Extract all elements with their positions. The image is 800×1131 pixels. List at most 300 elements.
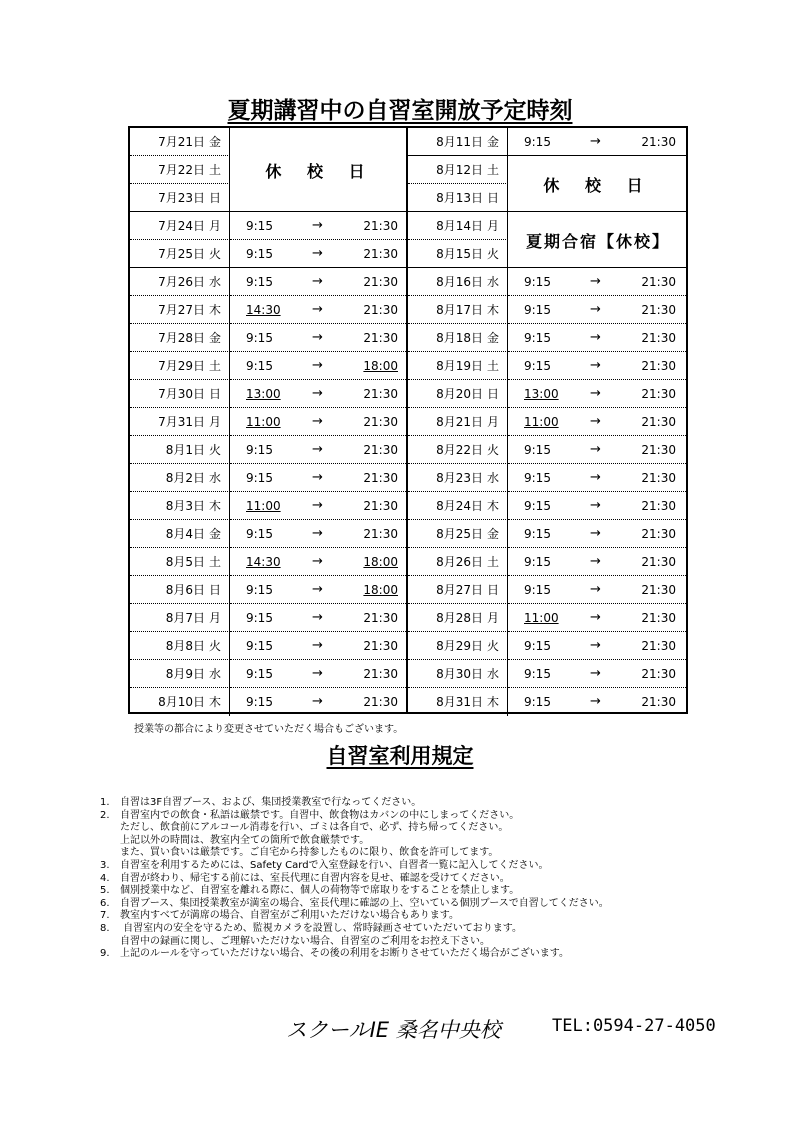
start-time: 9:15	[246, 667, 273, 681]
schedule-row	[408, 688, 688, 716]
date-cell	[130, 296, 230, 324]
rule-line	[100, 885, 740, 898]
weekday-text: 土	[486, 359, 499, 373]
date-cell	[408, 408, 508, 436]
start-time: 14:30	[246, 555, 281, 569]
schedule-row	[408, 380, 688, 408]
rule-number: 5.	[100, 885, 110, 897]
end-time: 21:30	[363, 275, 398, 289]
end-time: 21:30	[363, 331, 398, 345]
weekday-text: 火	[486, 443, 499, 457]
rule-number: 3.	[100, 859, 110, 871]
time-cell	[508, 576, 688, 604]
phone-number: TEL:0594-27-4050	[552, 1016, 716, 1036]
schedule-row	[130, 408, 410, 436]
start-time: 9:15	[246, 471, 273, 485]
rule-text: 自習室内での飲食・私語は厳禁です。自習中、飲食物はカバンの中にしまってください。	[120, 809, 520, 821]
arrow-icon: →	[590, 694, 601, 709]
arrow-icon: →	[312, 610, 323, 625]
end-time: 21:30	[363, 303, 398, 317]
arrow-icon: →	[312, 246, 323, 261]
weekday-text: 火	[208, 247, 221, 261]
end-time: 21:30	[363, 611, 398, 625]
time-cell	[230, 660, 410, 688]
schedule-row	[408, 548, 688, 576]
date-text: 8月27日	[436, 583, 483, 597]
date-cell	[408, 632, 508, 660]
weekday-text: 日	[486, 191, 499, 205]
time-cell	[230, 464, 410, 492]
weekday-text: 日	[486, 583, 499, 597]
time-cell	[230, 324, 410, 352]
rule-text: また、買い食いは厳禁です。ご自宅から持参したものに限り、飲食を許可してます。	[120, 847, 499, 859]
rule-text: 教室内すべてが満席の場合、自習室がご利用いただけない場合もあります。	[120, 910, 459, 922]
time-cell	[230, 604, 410, 632]
date-text: 7月29日	[158, 359, 205, 373]
end-time: 21:30	[641, 527, 676, 541]
rule-line	[100, 860, 740, 873]
arrow-icon: →	[312, 694, 323, 709]
arrow-icon: →	[590, 582, 601, 597]
date-text: 8月1日	[165, 443, 205, 457]
date-text: 8月7日	[165, 611, 205, 625]
time-cell	[508, 128, 688, 156]
closed-day-label: 休 校 日	[265, 161, 375, 181]
date-text: 8月22日	[436, 443, 483, 457]
date-text: 7月27日	[158, 303, 205, 317]
schedule-row	[130, 548, 410, 576]
date-text: 8月21日	[436, 415, 483, 429]
end-time: 21:30	[641, 303, 676, 317]
rule-text: ただし、飲食前にアルコール消毒を行い、ゴミは各自で、必ず、持ち帰ってください。	[120, 822, 509, 834]
date-text: 7月24日	[158, 219, 205, 233]
arrow-icon: →	[312, 666, 323, 681]
weekday-text: 月	[208, 611, 221, 625]
date-text: 8月4日	[165, 527, 205, 541]
schedule-row	[408, 492, 688, 520]
schedule-row	[130, 688, 410, 716]
start-time: 9:15	[246, 583, 273, 597]
rule-text: 上記以外の時間は、教室内全ての箇所で飲食厳禁です。	[120, 834, 370, 846]
start-time: 9:15	[524, 303, 551, 317]
rules-list	[100, 797, 740, 961]
time-cell	[230, 408, 410, 436]
date-text: 7月26日	[158, 275, 205, 289]
time-cell	[230, 212, 410, 240]
rule-line	[100, 810, 740, 823]
weekday-text: 火	[208, 639, 221, 653]
end-time: 21:30	[363, 695, 398, 709]
rule-text: 個別授業中など、自習室を離れる際に、個人の荷物等で席取りをすることを禁止します。	[120, 885, 520, 897]
arrow-icon: →	[590, 414, 601, 429]
time-cell	[508, 408, 688, 436]
arrow-icon: →	[590, 610, 601, 625]
schedule-row	[408, 268, 688, 296]
date-text: 8月25日	[436, 527, 483, 541]
weekday-text: 土	[486, 555, 499, 569]
time-cell	[508, 660, 688, 688]
schedule-row	[130, 464, 410, 492]
arrow-icon: →	[312, 358, 323, 373]
date-cell	[408, 520, 508, 548]
rule-line	[100, 835, 740, 848]
weekday-text: 火	[486, 639, 499, 653]
schedule-row	[130, 632, 410, 660]
schedule-row	[130, 520, 410, 548]
rule-line	[100, 898, 740, 911]
rule-text: 自習中の録画に関し、ご理解いただけない場合、自習室のご利用をお控え下さい。	[120, 935, 490, 947]
time-cell	[508, 520, 688, 548]
page-title: 夏期講習中の自習室開放予定時刻	[227, 98, 573, 124]
weekday-text: 水	[208, 667, 221, 681]
time-cell	[230, 296, 410, 324]
date-text: 8月12日	[436, 163, 483, 177]
arrow-icon: →	[590, 134, 601, 149]
date-text: 7月23日	[158, 191, 205, 205]
start-time: 9:15	[246, 527, 273, 541]
rule-number: 9.	[100, 948, 110, 960]
date-cell	[408, 436, 508, 464]
start-time: 9:15	[246, 247, 273, 261]
time-cell	[508, 688, 688, 716]
date-text: 8月16日	[436, 275, 483, 289]
date-cell	[130, 492, 230, 520]
weekday-text: 土	[208, 163, 221, 177]
time-cell	[508, 464, 688, 492]
end-time: 21:30	[641, 611, 676, 625]
start-time: 9:15	[246, 639, 273, 653]
date-cell	[130, 436, 230, 464]
rule-number: 2.	[100, 809, 110, 821]
start-time: 9:15	[246, 359, 273, 373]
rule-number: 1.	[100, 797, 110, 808]
rule-number: 4.	[100, 872, 110, 884]
arrow-icon: →	[312, 498, 323, 513]
date-text: 8月17日	[436, 303, 483, 317]
date-cell	[408, 660, 508, 688]
rule-line	[100, 873, 740, 886]
arrow-icon: →	[590, 274, 601, 289]
time-cell	[508, 296, 688, 324]
date-text: 8月30日	[436, 667, 483, 681]
end-time: 21:30	[363, 415, 398, 429]
summer-camp-label: 夏期合宿【休校】	[525, 231, 670, 251]
start-time: 9:15	[246, 275, 273, 289]
date-cell	[408, 604, 508, 632]
end-time: 21:30	[363, 387, 398, 401]
weekday-text: 水	[486, 275, 499, 289]
school-name: スクールIE 桑名中央校	[286, 1018, 501, 1042]
weekday-text: 日	[486, 387, 499, 401]
date-text: 8月20日	[436, 387, 483, 401]
rule-line	[100, 822, 740, 835]
arrow-icon: →	[590, 386, 601, 401]
date-cell	[130, 324, 230, 352]
date-cell	[130, 408, 230, 436]
start-time: 9:15	[524, 499, 551, 513]
arrow-icon: →	[590, 358, 601, 373]
arrow-icon: →	[590, 470, 601, 485]
start-time: 9:15	[524, 527, 551, 541]
weekday-text: 月	[486, 611, 499, 625]
schedule-row	[408, 408, 688, 436]
weekday-text: 水	[486, 471, 499, 485]
date-text: 8月6日	[165, 583, 205, 597]
time-cell	[230, 492, 410, 520]
date-text: 8月15日	[436, 247, 483, 261]
date-cell	[408, 492, 508, 520]
date-text: 8月3日	[165, 499, 205, 513]
weekday-text: 金	[486, 135, 499, 149]
weekday-text: 木	[208, 499, 221, 513]
end-time: 18:00	[363, 583, 398, 597]
schedule-row	[130, 324, 410, 352]
time-cell	[230, 576, 410, 604]
start-time: 9:15	[524, 275, 551, 289]
end-time: 21:30	[363, 527, 398, 541]
end-time: 21:30	[363, 443, 398, 457]
schedule-row	[408, 324, 688, 352]
date-cell	[130, 240, 230, 268]
end-time: 21:30	[641, 695, 676, 709]
date-cell	[408, 464, 508, 492]
start-time: 13:00	[246, 387, 281, 401]
arrow-icon: →	[590, 498, 601, 513]
schedule-row	[408, 352, 688, 380]
date-text: 8月24日	[436, 499, 483, 513]
arrow-icon: →	[312, 274, 323, 289]
start-time: 9:15	[524, 667, 551, 681]
schedule-table	[128, 126, 688, 714]
date-cell	[408, 128, 508, 156]
rule-text: 上記のルールを守っていただけない場合、その後の利用をお断りさせていただく場合がございます。	[120, 948, 569, 960]
rule-line	[100, 910, 740, 923]
arrow-icon: →	[590, 666, 601, 681]
weekday-text: 水	[208, 275, 221, 289]
date-text: 8月29日	[436, 639, 483, 653]
arrow-icon: →	[312, 442, 323, 457]
start-time: 9:15	[524, 639, 551, 653]
schedule-row	[408, 296, 688, 324]
date-text: 8月9日	[165, 667, 205, 681]
rule-text: 自習ブース、集団授業教室が満室の場合、室長代理に確認の上、空いている個別ブースで自習してください。	[120, 897, 609, 909]
weekday-text: 火	[208, 443, 221, 457]
date-cell	[130, 352, 230, 380]
time-cell	[230, 688, 410, 716]
date-text: 8月5日	[165, 555, 205, 569]
arrow-icon: →	[312, 218, 323, 233]
weekday-text: 金	[486, 331, 499, 345]
time-cell	[508, 492, 688, 520]
date-cell	[130, 156, 230, 184]
arrow-icon: →	[312, 302, 323, 317]
footer	[286, 1014, 746, 1044]
date-text: 7月21日	[158, 135, 205, 149]
rule-text: 自習が終わり、帰宅する前には、室長代理に自習内容を見せ、確認を受けてください。	[120, 872, 510, 884]
time-cell	[508, 268, 688, 296]
end-time: 21:30	[641, 275, 676, 289]
rules-title: 自習室利用規定	[326, 744, 474, 768]
date-text: 8月26日	[436, 555, 483, 569]
end-time: 21:30	[363, 667, 398, 681]
date-cell	[130, 632, 230, 660]
date-cell	[408, 548, 508, 576]
date-cell	[130, 212, 230, 240]
weekday-text: 水	[208, 471, 221, 485]
start-time: 11:00	[524, 415, 559, 429]
date-cell	[130, 604, 230, 632]
time-cell	[230, 380, 410, 408]
date-cell	[408, 240, 508, 268]
end-time: 21:30	[641, 639, 676, 653]
date-cell	[408, 296, 508, 324]
schedule-row	[408, 604, 688, 632]
arrow-icon: →	[312, 414, 323, 429]
date-cell	[130, 268, 230, 296]
date-cell	[408, 324, 508, 352]
date-cell	[130, 660, 230, 688]
start-time: 14:30	[246, 303, 281, 317]
end-time: 21:30	[641, 387, 676, 401]
end-time: 21:30	[363, 471, 398, 485]
rule-text: 自習は3F自習ブース、および、集団授業教室で行なってください。	[120, 797, 422, 808]
start-time: 11:00	[246, 415, 281, 429]
rule-number: 8.	[100, 922, 110, 934]
date-text: 7月25日	[158, 247, 205, 261]
arrow-icon: →	[590, 330, 601, 345]
time-cell	[230, 632, 410, 660]
start-time: 9:15	[524, 695, 551, 709]
weekday-text: 火	[486, 247, 499, 261]
rule-text: 自習室を利用するためには、Safety Cardで入室登録を行い、自習者一覧に記入してください。	[120, 859, 549, 871]
date-cell	[408, 212, 508, 240]
weekday-text: 木	[486, 499, 499, 513]
weekday-text: 土	[208, 555, 221, 569]
schedule-row	[130, 268, 410, 296]
arrow-icon: →	[312, 526, 323, 541]
start-time: 13:00	[524, 387, 559, 401]
date-text: 8月13日	[436, 191, 483, 205]
schedule-row	[408, 520, 688, 548]
weekday-text: 月	[208, 415, 221, 429]
weekday-text: 木	[486, 303, 499, 317]
schedule-row	[130, 380, 410, 408]
date-text: 8月18日	[436, 331, 483, 345]
time-cell	[508, 324, 688, 352]
end-time: 21:30	[363, 639, 398, 653]
schedule-row	[130, 660, 410, 688]
rule-text: 自習室内の安全を守るため、監視カメラを設置し、常時録画させていただいております。	[120, 922, 522, 934]
date-text: 8月14日	[436, 219, 483, 233]
weekday-text: 月	[486, 415, 499, 429]
end-time: 21:30	[641, 499, 676, 513]
date-text: 8月28日	[436, 611, 483, 625]
date-text: 8月8日	[165, 639, 205, 653]
start-time: 9:15	[524, 359, 551, 373]
weekday-text: 金	[208, 135, 221, 149]
schedule-row	[130, 296, 410, 324]
date-text: 8月19日	[436, 359, 483, 373]
start-time: 9:15	[524, 331, 551, 345]
date-cell	[408, 576, 508, 604]
date-cell	[130, 576, 230, 604]
rule-line	[100, 847, 740, 860]
schedule-row	[130, 352, 410, 380]
time-cell	[508, 604, 688, 632]
end-time: 21:30	[641, 135, 676, 149]
start-time: 9:15	[524, 471, 551, 485]
end-time: 21:30	[363, 499, 398, 513]
date-text: 8月11日	[436, 135, 483, 149]
schedule-row	[130, 436, 410, 464]
start-time: 9:15	[246, 443, 273, 457]
date-text: 7月28日	[158, 331, 205, 345]
end-time: 21:30	[641, 359, 676, 373]
date-cell	[130, 520, 230, 548]
date-cell	[408, 156, 508, 184]
arrow-icon: →	[312, 554, 323, 569]
time-cell	[230, 436, 410, 464]
end-time: 21:30	[363, 247, 398, 261]
arrow-icon: →	[312, 386, 323, 401]
arrow-icon: →	[312, 582, 323, 597]
time-cell	[508, 436, 688, 464]
end-time: 18:00	[363, 359, 398, 373]
schedule-left-column	[130, 128, 408, 712]
schedule-row	[130, 240, 410, 268]
weekday-text: 土	[208, 359, 221, 373]
date-cell	[408, 268, 508, 296]
end-time: 18:00	[363, 555, 398, 569]
date-text: 7月30日	[158, 387, 205, 401]
time-cell	[230, 352, 410, 380]
weekday-text: 木	[486, 695, 499, 709]
date-text: 8月23日	[436, 471, 483, 485]
end-time: 21:30	[641, 667, 676, 681]
rule-line	[100, 923, 740, 936]
start-time: 9:15	[246, 611, 273, 625]
arrow-icon: →	[590, 554, 601, 569]
start-time: 9:15	[246, 219, 273, 233]
date-cell	[408, 352, 508, 380]
weekday-text: 木	[208, 303, 221, 317]
time-cell	[230, 268, 410, 296]
schedule-row	[130, 212, 410, 240]
weekday-text: 金	[486, 527, 499, 541]
start-time: 9:15	[524, 135, 551, 149]
date-text: 8月10日	[158, 695, 205, 709]
weekday-text: 水	[486, 667, 499, 681]
weekday-text: 日	[208, 583, 221, 597]
time-cell	[230, 548, 410, 576]
start-time: 9:15	[524, 583, 551, 597]
weekday-text: 金	[208, 527, 221, 541]
arrow-icon: →	[590, 526, 601, 541]
start-time: 11:00	[524, 611, 559, 625]
date-text: 8月2日	[165, 471, 205, 485]
schedule-row	[408, 632, 688, 660]
date-cell	[130, 128, 230, 156]
end-time: 21:30	[641, 555, 676, 569]
end-time: 21:30	[641, 415, 676, 429]
arrow-icon: →	[590, 302, 601, 317]
start-time: 11:00	[246, 499, 281, 513]
time-cell	[230, 240, 410, 268]
start-time: 9:15	[246, 331, 273, 345]
arrow-icon: →	[590, 442, 601, 457]
rule-number: 7.	[100, 910, 110, 922]
schedule-row	[130, 604, 410, 632]
